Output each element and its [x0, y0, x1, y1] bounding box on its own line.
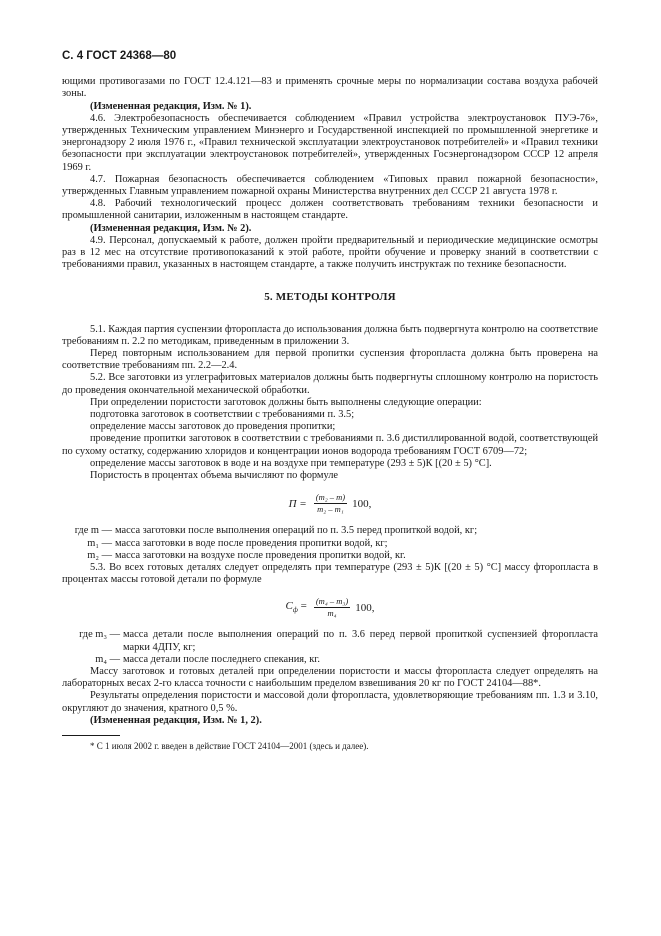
formula-fraction	[314, 492, 347, 515]
legend-symbol: m₂ —	[87, 549, 112, 561]
paragraph: определение массы заготовок в воде и на воздухе при температуре (293 ± 5)К [(20 ± 5) °С].	[90, 457, 492, 469]
formula-legend-2	[62, 629, 598, 666]
fluoroplastic-formula	[62, 596, 598, 619]
paragraph: 4.8. Рабочий технологический процесс должен соответствовать требованиям техники безопасности и промышленной санитарии, изложенным в настоящем стандарте.	[62, 198, 598, 222]
paragraph: (Измененная редакция, Изм. № 2).	[90, 222, 252, 234]
legend-text: масса детали после последнего спекания, кг.	[123, 653, 320, 665]
section-title: 5. МЕТОДЫ КОНТРОЛЯ	[264, 291, 396, 304]
paragraph: определение массы заготовок до проведения пропитки;	[90, 421, 336, 433]
formula-numerator: (m₂ – m)	[315, 492, 346, 503]
formula-fraction	[314, 596, 350, 619]
legend-text: масса детали после выполнения операций по п. 3.6 перед первой пропиткой суспензией фторопласта марки 4ДПУ, кг;	[123, 629, 598, 653]
legend-row	[62, 654, 598, 666]
formula-denominator: m₂ – m₁	[317, 504, 344, 515]
paragraph: Перед повторным использованием для первой пропитки суспензия фторопласта должна быть проверена на соответствие требованиям пп. 2.2—2.4.	[62, 348, 598, 372]
paragraph: ющими противогазами по ГОСТ 12.4.121—83 и применять срочные меры по нормализации состава воздуха рабочей зоны.	[62, 76, 598, 100]
paragraph: Массу заготовок и готовых деталей при определении пористости и массы фторопласта следует определять на лабораторных весах 2-го класса точности с наибольшим пределом взвешивания 20 кг по ГОСТ 24104—88*.	[62, 665, 598, 690]
paragraph: проведение пропитки заготовок в соответствии с требованиями п. 3.6 дистиллированной водой, соответствующей по сухому остатку, содержанию хлоридов и концентрации ионов водорода требованиям ГОСТ 6709—72;	[62, 433, 598, 457]
footnote: * С 1 июля 2002 г. введен в действие ГОСТ 24104—2001 (здесь и далее).	[90, 740, 369, 751]
paragraph: Результаты определения пористости и массовой доли фторопласта, удовлетворяющие требованиям пп. 1.3 и 3.10, округляют до значения, кратного 0,5 %.	[62, 690, 598, 714]
formula-numerator: (m₄ – m₃)	[315, 596, 349, 607]
formula-legend-1	[62, 525, 598, 562]
legend-row	[62, 629, 598, 653]
legend-row	[62, 525, 598, 537]
page-header: С. 4 ГОСТ 24368—80	[62, 50, 177, 62]
legend-symbol: где m —	[74, 525, 112, 537]
formula-lhs: П =	[288, 497, 307, 510]
section-5-closing	[62, 666, 598, 727]
legend-symbol: m₄ —	[95, 653, 120, 665]
document-page	[62, 50, 598, 752]
paragraph: 5.2. Все заготовки из углеграфитовых материалов должны быть подвергнуты сплошному контролю на пористость до проведения окончательной механической обработки.	[62, 372, 598, 396]
formula-denominator: m₄	[327, 608, 337, 619]
section-5-body	[62, 324, 598, 483]
legend-symbol: где m₃ —	[79, 629, 120, 641]
formula-tail: 100,	[355, 601, 375, 614]
legend-text: масса заготовки после выполнения операций по п. 3.5 перед пропиткой водой, кг;	[115, 525, 478, 537]
paragraph: (Измененная редакция, Изм. № 1, 2).	[90, 714, 262, 726]
paragraph: 4.6. Электробезопасность обеспечивается соблюдением «Правил устройства электроустановок ПУЭ-76», утвержденных Техническим управлением Минэнерго и Государственной инспекцией по промышленной энергетике и энергонадзору 2 июля 1976 г., «Правил технической эксплуатации электроустановок потребителей» и «Правил техники безопасности при эксплуатации электроустановок потребителей», утвержденных Госэнергонадзором СССР 12 апреля 1969 г.	[62, 112, 598, 173]
legend-row	[62, 550, 598, 562]
footnote-divider	[62, 735, 120, 736]
legend-row	[62, 538, 598, 550]
section-4-body	[62, 76, 598, 271]
formula-lhs: $C_ф$ =	[285, 599, 307, 614]
paragraph: Пористость в процентах объема вычисляют по формуле	[90, 470, 339, 482]
formula-tail: 100,	[352, 497, 372, 510]
legend-text: масса заготовки в воде после проведения пропитки водой, кг;	[115, 537, 388, 549]
paragraph: подготовка заготовок в соответствии с требованиями п. 3.5;	[90, 409, 355, 421]
legend-text: масса заготовки на воздухе после проведения пропитки водой, кг.	[115, 549, 406, 561]
paragraph: 5.1. Каждая партия суспензии фторопласта до использования должна быть подвергнута контролю на соответствие требованиям п. 2.2 по методикам, приведенным в приложении 3.	[62, 323, 598, 347]
paragraph: (Измененная редакция, Изм. № 1).	[90, 100, 252, 112]
legend-symbol: m₁ —	[87, 537, 112, 549]
paragraph: При определении пористости заготовок должны быть выполнены следующие операции:	[90, 396, 482, 408]
paragraph-5-3: 5.3. Во всех готовых деталях следует определять при температуре (293 ± 5)К [(20 ± 5) °С] массу фторопласта в процентах массы готовой детали по формуле	[62, 561, 598, 586]
paragraph: 4.7. Пожарная безопасность обеспечивается соблюдением «Типовых правил пожарной безопасности», утвержденных Главным управлением пожарной охраны Министерства внутренних дел СССР 21 августа 1978 г.	[62, 173, 598, 198]
paragraph: 4.9. Персонал, допускаемый к работе, должен пройти предварительный и периодические медицинские осмотры раз в 12 мес на отсутствие противопоказаний к этой работе, пройти обучение и проверку знаний в соответствии с требованиями правил, указанных в настоящем стандарте, а также получить инструктаж по технике безопасности.	[62, 234, 598, 271]
porosity-formula	[62, 492, 598, 515]
